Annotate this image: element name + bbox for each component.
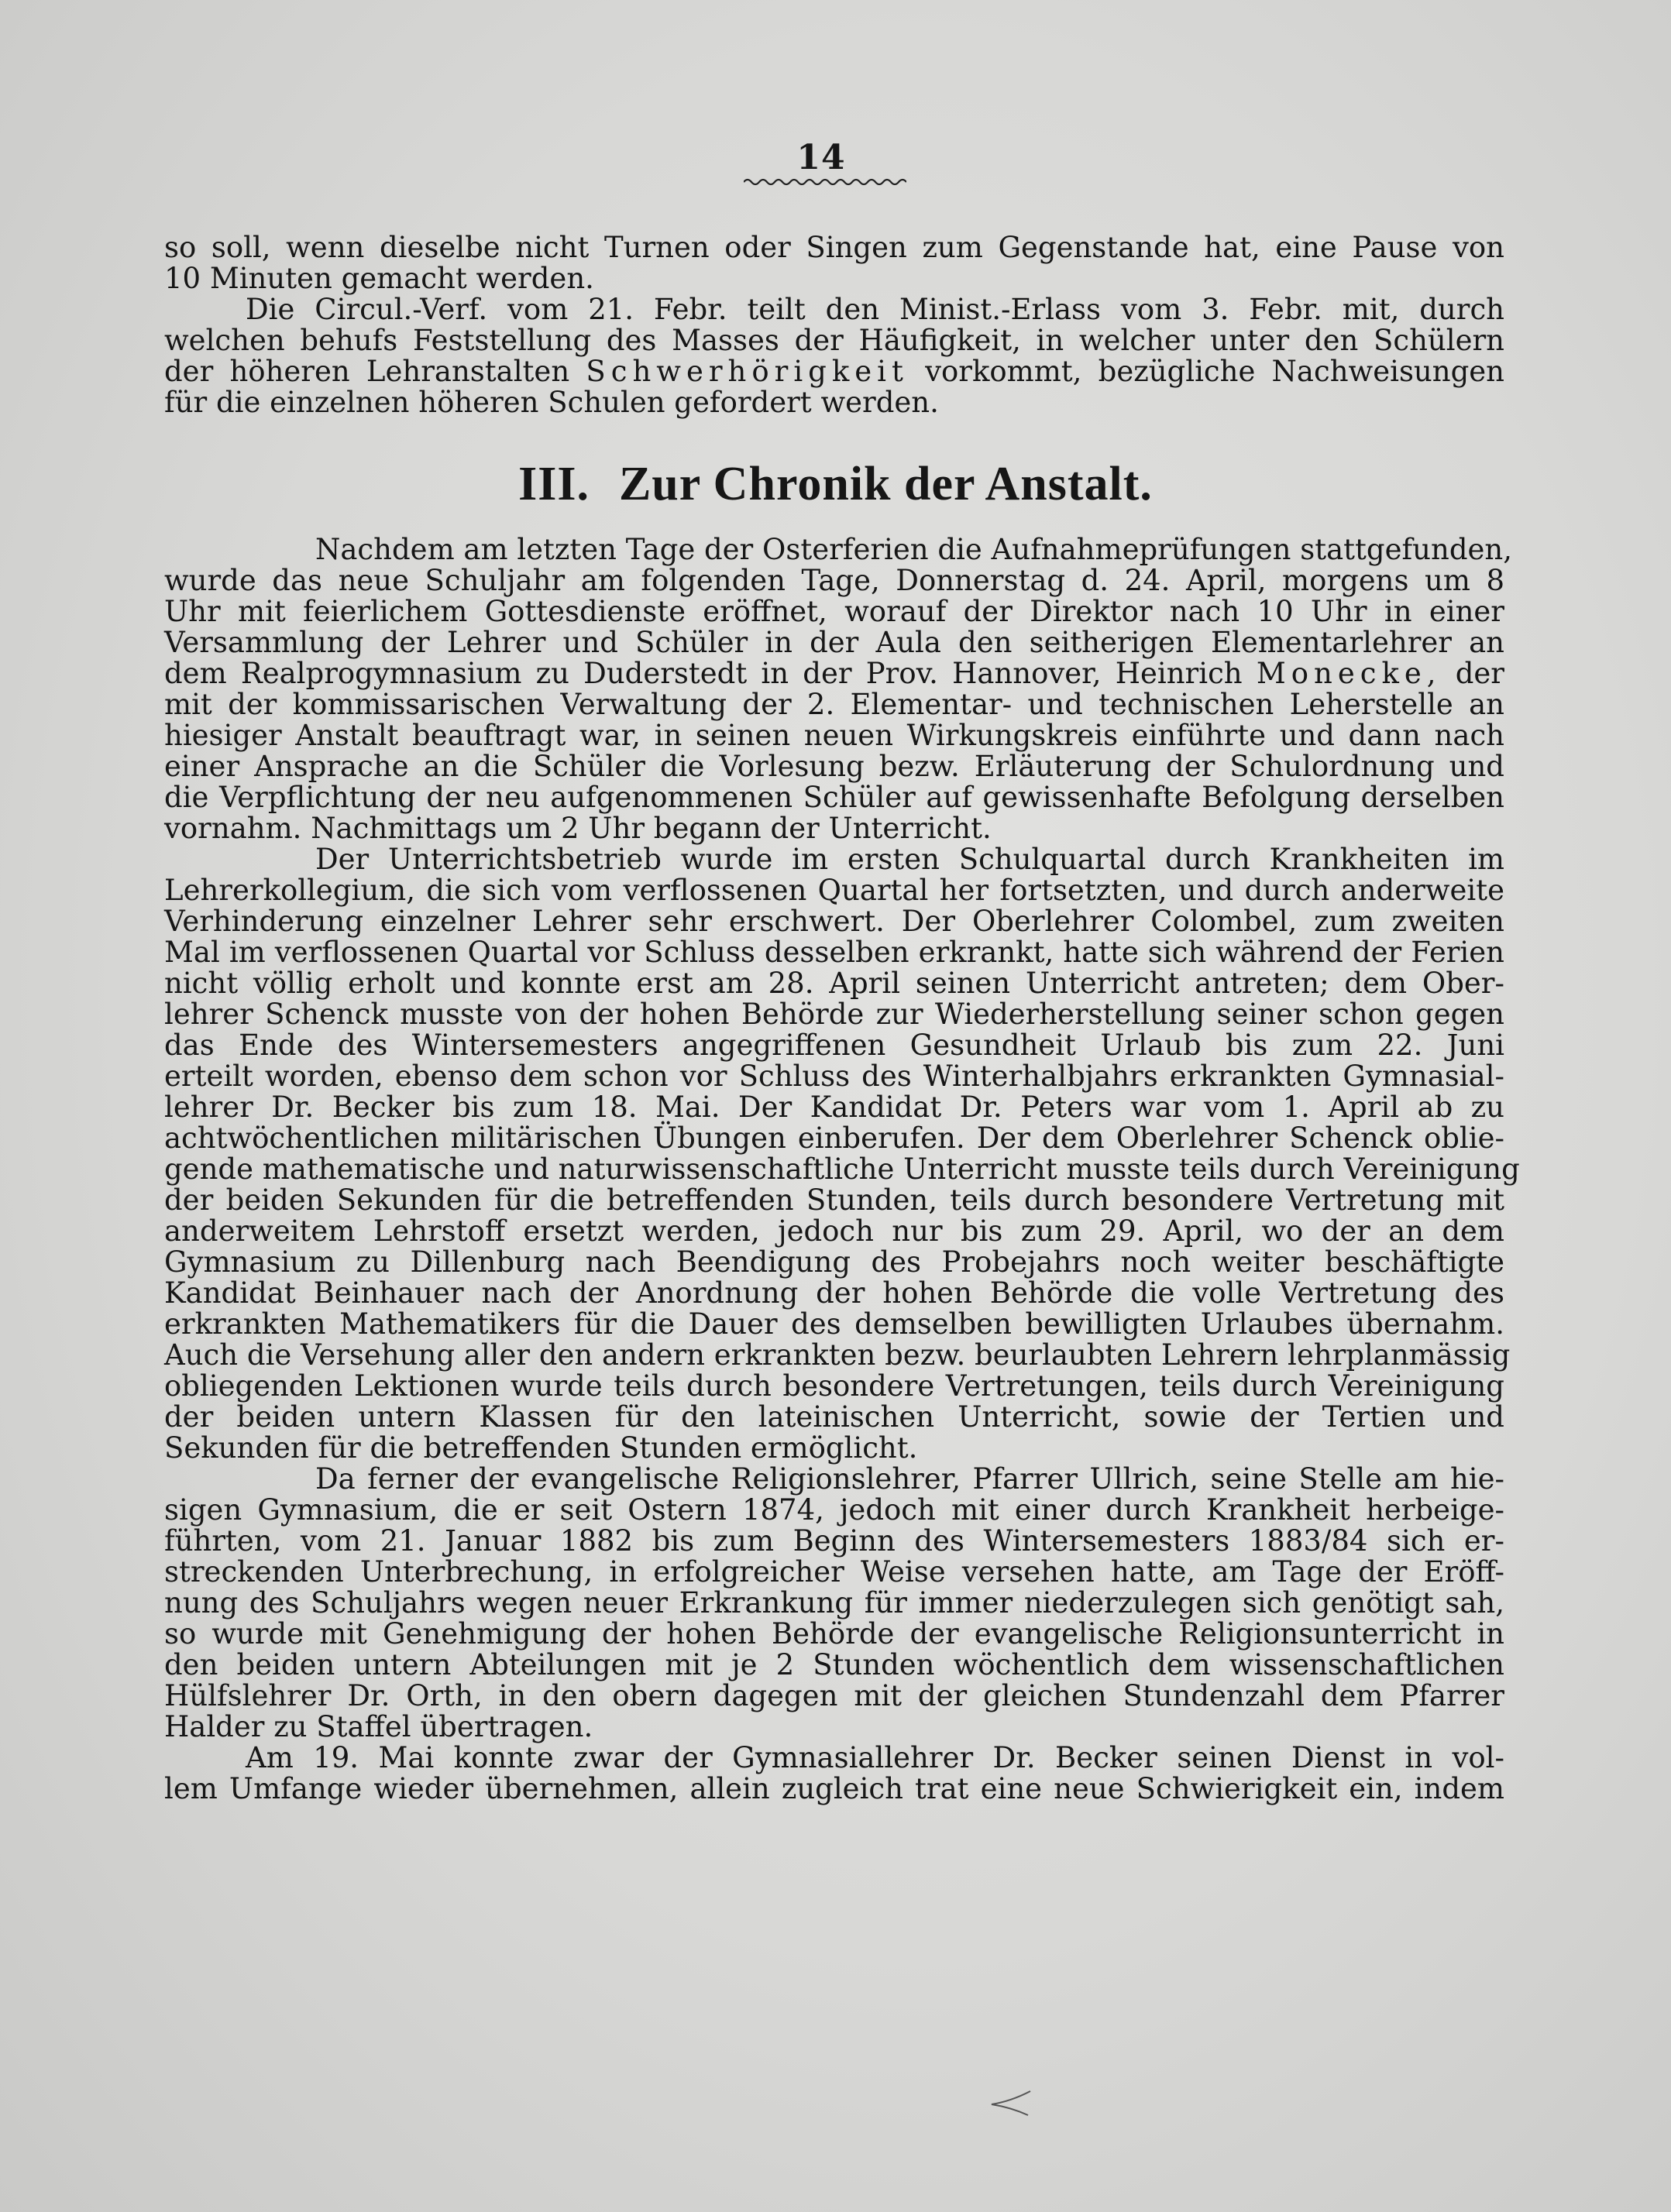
emphasized-term: Schwerhörigkeit xyxy=(586,355,909,388)
text-line: für die einzelnen höheren Schulen gefordert werden. xyxy=(164,386,939,419)
text-line: Kandidat Beinhauer nach der Anordnung der hohen Behörde die volle Vertretung des xyxy=(164,1276,1504,1310)
text-line: vornahm. Nachmittags um 2 Uhr begann der Unterricht. xyxy=(164,812,992,845)
text-line: Hülfslehrer Dr. Orth, in den obern dagegen mit der gleichen Stundenzahl dem Pfarrer xyxy=(164,1679,1504,1712)
section-number: III. xyxy=(518,458,590,510)
text-line: welchen behufs Feststellung des Masses der Häufigkeit, in welcher unter den Schülern xyxy=(164,324,1504,357)
text-line: lem Umfange wieder übernehmen, allein zugleich trat eine neue Schwierigkeit ein, indem xyxy=(164,1772,1504,1805)
text-line: Sekunden für die betreffenden Stunden ermöglicht. xyxy=(164,1431,918,1465)
text-line: einer Ansprache an die Schüler die Vorlesung bezw. Erläuterung der Schulordnung und xyxy=(164,750,1504,783)
body-text xyxy=(164,533,1520,1805)
section-heading xyxy=(0,457,1671,512)
text-line: der beiden untern Klassen für den lateinischen Unterricht, sowie der Tertien und xyxy=(164,1400,1504,1434)
text-line: erkrankten Mathematikers für die Dauer des demselben bewilligten Urlaubes übernahm. xyxy=(164,1307,1504,1341)
text-line: hiesiger Anstalt beauftragt war, in seinen neuen Wirkungskreis einführte und dann nach xyxy=(164,719,1504,752)
text-line: führten, vom 21. Januar 1882 bis zum Beginn des Wintersemesters 1883/84 sich er- xyxy=(164,1524,1504,1558)
text-line: Der Unterrichtsbetrieb wurde im ersten Schulquartal durch Krankheiten im xyxy=(315,843,1504,876)
section-title: Zur Chronik der Anstalt. xyxy=(618,458,1153,510)
text-line: 10 Minuten gemacht werden. xyxy=(164,262,594,295)
text-line: Uhr mit feierlichem Gottesdienste eröffnet, worauf der Direktor nach 10 Uhr in einer xyxy=(164,595,1504,628)
text-line: Am 19. Mai konnte zwar der Gymnasiallehrer Dr. Becker seinen Dienst in vol- xyxy=(246,1741,1504,1774)
text-line: Da ferner der evangelische Religionslehrer, Pfarrer Ullrich, seine Stelle am hie- xyxy=(315,1462,1504,1496)
text-line: wurde das neue Schuljahr am folgenden Tage, Donnerstag d. 24. April, morgens um 8 xyxy=(164,564,1504,597)
emphasized-term: Monecke, xyxy=(1256,657,1442,690)
text-line: nicht völlig erholt und konnte erst am 28. April seinen Unterricht antreten; dem Ober- xyxy=(164,967,1504,1000)
text-line: lehrer Dr. Becker bis zum 18. Mai. Der Kandidat Dr. Peters war vom 1. April ab zu xyxy=(164,1091,1504,1124)
text-line: streckenden Unterbrechung, in erfolgreicher Weise versehen hatte, am Tage der Eröff- xyxy=(164,1555,1504,1589)
text-line: anderweitem Lehrstoff ersetzt werden, jedoch nur bis zum 29. April, wo der an dem xyxy=(164,1214,1504,1248)
text-line: Versammlung der Lehrer und Schüler in der Aula den seitherigen Elementarlehrer an xyxy=(164,626,1504,659)
text-fragment: vorkommt, bezügliche Nachweisungen xyxy=(925,355,1505,388)
text-line: Die Circul.-Verf. vom 21. Febr. teilt den Minist.-Erlass vom 3. Febr. mit, durch xyxy=(246,293,1504,326)
text-line: so soll, wenn dieselbe nicht Turnen oder Singen zum Gegenstande hat, eine Pause von xyxy=(164,231,1504,264)
text-line: Halder zu Staffel übertragen. xyxy=(164,1710,593,1743)
text-line: die Verpflichtung der neu aufgenommenen Schüler auf gewissenhafte Befolgung derselben xyxy=(164,781,1504,814)
text-fragment: der xyxy=(1455,657,1504,690)
text-line: erteilt worden, ebenso dem schon vor Schluss des Winterhalbjahrs erkrankten Gymnasial- xyxy=(164,1060,1504,1093)
text-line xyxy=(164,356,1504,387)
text-line: Auch die Versehung aller den andern erkrankten bezw. beurlaubten Lehrern lehrplanmässig xyxy=(164,1338,1511,1372)
text-line: lehrer Schenck musste von der hohen Behörde zur Wiederherstellung seiner schon gegen xyxy=(164,998,1504,1031)
text-fragment: der höheren Lehranstalten xyxy=(164,355,570,388)
text-line: so wurde mit Genehmigung der hohen Behörde der evangelische Religionsunterricht in xyxy=(164,1617,1504,1650)
text-line: den beiden untern Abteilungen mit je 2 Stunden wöchentlich dem wissenschaftlichen xyxy=(164,1648,1504,1681)
text-fragment: dem Realprogymnasium zu Duderstedt in der Prov. Hannover, Heinrich xyxy=(164,657,1243,690)
text-line: nung des Schuljahrs wegen neuer Erkrankung für immer niederzulegen sich genötigt sah, xyxy=(164,1586,1504,1620)
text-line: Gymnasium zu Dillenburg nach Beendigung des Probejahrs noch weiter beschäftigte xyxy=(164,1245,1504,1279)
text-line: Mal im verflossenen Quartal vor Schluss desselben erkrankt, hatte sich während der Ferien xyxy=(164,936,1504,969)
text-line: das Ende des Wintersemesters angegriffenen Gesundheit Urlaub bis zum 22. Juni xyxy=(164,1029,1504,1062)
text-line: sigen Gymnasium, die er seit Ostern 1874, jedoch mit einer durch Krankheit herbeige- xyxy=(164,1493,1504,1527)
intro-text xyxy=(164,232,1504,418)
text-line: gende mathematische und naturwissenschaftliche Unterricht musste teils durch Vereinigung xyxy=(164,1152,1520,1186)
text-line: Lehrerkollegium, die sich vom verflossenen Quartal her fortsetzten, und durch anderweite xyxy=(164,874,1504,907)
page-number-ornament xyxy=(744,177,906,187)
text-line: Verhinderung einzelner Lehrer sehr erschwert. Der Oberlehrer Colombel, zum zweiten xyxy=(164,905,1504,938)
text-line xyxy=(164,658,1504,689)
text-line: obliegenden Lektionen wurde teils durch besondere Vertretungen, teils durch Vereinigung xyxy=(164,1369,1504,1403)
text-line: mit der kommissarischen Verwaltung der 2. Elementar- und technischen Leherstelle an xyxy=(164,688,1504,721)
page-number: 14 xyxy=(796,138,846,177)
text-line: der beiden Sekunden für die betreffenden Stunden, teils durch besondere Vertretung mit xyxy=(164,1183,1504,1217)
text-line: Nachdem am letzten Tage der Osterferien die Aufnahmeprüfungen stattgefunden, xyxy=(315,533,1512,566)
stray-mark-icon xyxy=(988,2087,1034,2118)
text-line: achtwöchentlichen militärischen Übungen einberufen. Der dem Oberlehrer Schenck oblie- xyxy=(164,1121,1504,1155)
